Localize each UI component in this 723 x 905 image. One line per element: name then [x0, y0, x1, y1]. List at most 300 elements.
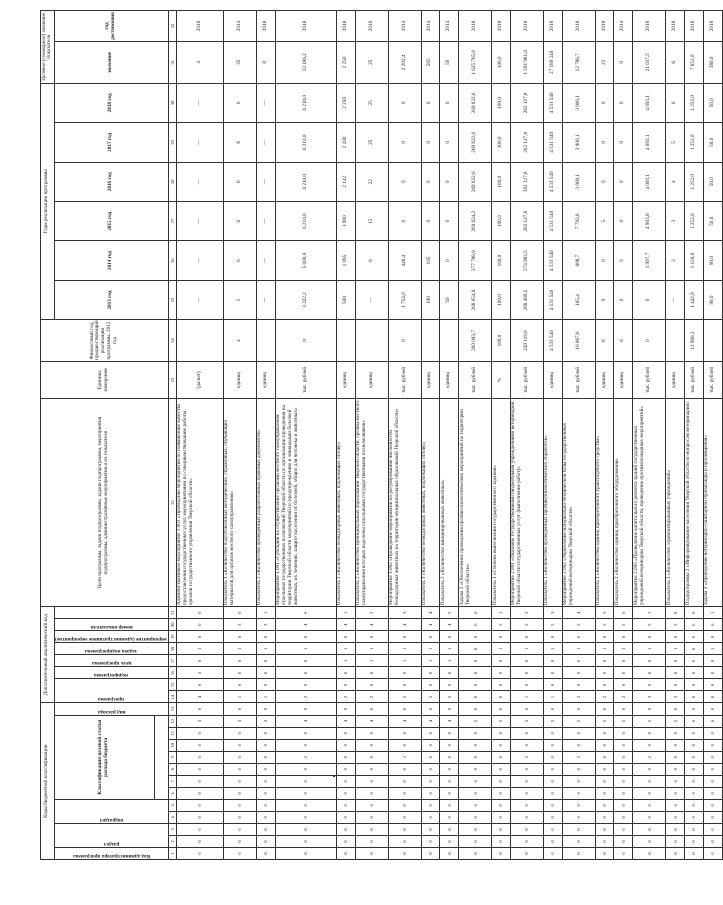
code-digit: 0 [355, 847, 388, 859]
code-digit: 0 [256, 703, 275, 715]
code-digit: 0 [543, 799, 562, 811]
row-title: Мероприятие 1.002 «Проведение мероприятий по регулированию численности безнадзорных животных на территории муниципальных образований Тверской области» [388, 399, 421, 607]
code-digit: 5 [388, 691, 421, 703]
column-number: 6 [168, 787, 176, 799]
code-digit: 0 [666, 727, 685, 739]
code-digit: 0 [355, 775, 388, 787]
code-digit: 0 [440, 775, 459, 787]
row-title: Мероприятие 2.001 «Оказание государственными бюджетными учреждениями ветеринарии Тверской области государственных услуг (выполнение работ)» [510, 399, 543, 607]
cell-v18: 25 [355, 83, 388, 123]
code-digit: 0 [614, 655, 633, 667]
code-digit: 0 [275, 823, 336, 835]
cell-v14: 1 997,7 [633, 241, 666, 280]
code-digit: 0 [703, 799, 722, 811]
column-number: 4 [168, 811, 176, 823]
code-digit: 0 [440, 799, 459, 811]
code-digit: 0 [492, 799, 511, 811]
cell-v13: 4 531 540 [543, 280, 562, 319]
cell-v16: — [256, 162, 275, 201]
code-digit: 0 [685, 679, 704, 691]
code-digit: 0 [275, 775, 336, 787]
code-digit: 1 [336, 643, 355, 655]
code-digit: 0 [510, 763, 543, 775]
code-digit: 0 [388, 847, 421, 859]
code-digit: 0 [256, 847, 275, 859]
code-digit: 0 [510, 667, 543, 679]
code-digit: 0 [492, 847, 511, 859]
cell-v16: 262 127,8 [510, 162, 543, 201]
code-digit: 0 [256, 667, 275, 679]
code-digit: 0 [666, 703, 685, 715]
code-digit: 0 [459, 799, 492, 811]
code-digit: 0 [562, 775, 595, 787]
code-digit: 0 [355, 823, 388, 835]
code-digit: 0 [633, 631, 666, 643]
cell-v16: 2 142 [336, 162, 355, 201]
code-digit: 0 [614, 763, 633, 775]
cell-unit: % [492, 361, 511, 398]
cell-total: 4 [176, 42, 223, 84]
code-digit: 0 [685, 823, 704, 835]
table-row [388, 11, 421, 860]
code-digit: 4 [562, 607, 595, 619]
cell-year: 2018 [510, 11, 543, 42]
cell-total: 6 [666, 42, 685, 84]
dept-code-header: Дополнительный аналитический код [41, 607, 55, 703]
cell-v14: 808,7 [562, 241, 595, 280]
code-digit: 0 [388, 739, 421, 751]
code-digit: 0 [666, 847, 685, 859]
cell-v14: — [176, 241, 223, 280]
table-row [562, 11, 595, 860]
cell-v15: — [256, 201, 275, 240]
code-digit: 5 [543, 619, 562, 631]
code-digit: 0 [510, 847, 543, 859]
cell-v14: 0 [440, 241, 459, 280]
cell-v14: 90,0 [703, 241, 722, 280]
code-digit: 0 [388, 667, 421, 679]
code-digit: 5 [562, 619, 595, 631]
code-digit: 0 [492, 727, 511, 739]
code-digit: 0 [223, 763, 256, 775]
code-digit: 0 [666, 763, 685, 775]
cell-v18: 0 [595, 83, 614, 123]
code-digit: 0 [614, 811, 633, 823]
cell-base: 8 [595, 320, 614, 362]
cell-unit: тыс. рублей [562, 361, 595, 398]
code-digit: 0 [459, 739, 492, 751]
code-digit: 0 [223, 823, 256, 835]
column-number: 3 [168, 823, 176, 835]
cell-total: 0 [614, 42, 633, 84]
code-digit: 0 [421, 703, 440, 715]
code-digit: 1 [223, 643, 256, 655]
code-digit: 0 [595, 847, 614, 859]
cell-v13: 100 [421, 280, 440, 319]
cell-total: 100,0 [492, 42, 511, 84]
code-digit: 0 [595, 799, 614, 811]
code-digit: 5 [440, 691, 459, 703]
code-digit: 0 [459, 655, 492, 667]
column-number: 26 [168, 241, 176, 280]
code-digit: 0 [275, 727, 336, 739]
code-digit: 5 [666, 619, 685, 631]
code-digit: 0 [666, 631, 685, 643]
cell-v16: 0 [421, 162, 440, 201]
table-row [275, 11, 336, 860]
code-digit: 0 [421, 787, 440, 799]
code-digit: 0 [440, 811, 459, 823]
cell-v14: 277 788,9 [459, 241, 492, 280]
cell-v17: 1 252,0 [685, 123, 704, 162]
code-digit: 0 [459, 811, 492, 823]
code-digit: 0 [543, 679, 562, 691]
cell-year: 2018 [685, 11, 704, 42]
cell-v17: 2 200 [336, 123, 355, 162]
cell-v15: 6 210,0 [275, 201, 336, 240]
code-digit: 0 [703, 703, 722, 715]
code-digit: 2 [355, 607, 388, 619]
table-row [355, 11, 388, 860]
indicator-code-header-2 [54, 607, 168, 619]
code-digit: 0 [595, 655, 614, 667]
row-title: Мероприятие 2.002 «Укрепление материально-технической базы государственных учреждений ветеринарии Тверской области» [562, 399, 595, 607]
cell-total: 2 202,4 [388, 42, 421, 84]
code-digit: 1 [336, 607, 355, 619]
code-digit: 0 [685, 739, 704, 751]
code-digit: 4 [421, 715, 440, 727]
code-digit: 0 [256, 787, 275, 799]
cell-total: 2 250 [336, 42, 355, 84]
code-digit: 0 [595, 763, 614, 775]
cell-v13: — [666, 280, 685, 319]
code-digit: 0 [223, 703, 256, 715]
code-digit: 0 [336, 835, 355, 847]
code-digit: 0 [421, 799, 440, 811]
column-number: 25 [168, 280, 176, 319]
code-digit: 8 [666, 607, 685, 619]
code-digit: 0 [595, 823, 614, 835]
cell-unit: единиц [256, 361, 275, 398]
cell-base: 100,0 [492, 320, 511, 362]
code-digit: 4 [336, 715, 355, 727]
code-digit: 0 [176, 787, 223, 799]
code-digit: 0 [336, 799, 355, 811]
cell-v17: 0 [614, 123, 633, 162]
cell-v17: 100,0 [492, 123, 511, 162]
cell-v13: 90,0 [703, 280, 722, 319]
cell-v16: 0 [388, 162, 421, 201]
code-digit: 0 [562, 703, 595, 715]
code-digit: 2 [336, 691, 355, 703]
code-digit: 4 [421, 619, 440, 631]
code-digit: 0 [223, 835, 256, 847]
code-digit: 0 [459, 727, 492, 739]
code-digit: 4 [388, 619, 421, 631]
code-digit: 0 [176, 607, 223, 619]
column-number: 14 [168, 691, 176, 703]
code-digit: 1 [595, 643, 614, 655]
code-digit: 0 [459, 763, 492, 775]
cell-v13: 268 489,5 [510, 280, 543, 319]
code-digit: 0 [176, 799, 223, 811]
code-digit: 0 [595, 631, 614, 643]
cell-year: 2014 [440, 11, 459, 42]
cell-v14: 0 [614, 241, 633, 280]
cell-v17: 262 127,8 [510, 123, 543, 162]
code-digit: 0 [275, 739, 336, 751]
code-digit: 0 [355, 739, 388, 751]
code-digit: 0 [510, 727, 543, 739]
code-digit: 0 [256, 727, 275, 739]
code-digit: 0 [685, 619, 704, 631]
cell-v17: 0 [388, 123, 421, 162]
year-2015-header: 2015 год [54, 201, 168, 240]
code-digit: 8 [562, 835, 595, 847]
code-digit: 4 [421, 607, 440, 619]
cell-v15: 4 903,6 [633, 201, 666, 240]
code-digit: 0 [223, 739, 256, 751]
column-number: 27 [168, 201, 176, 240]
column-number: 23 [168, 361, 176, 398]
code-digit: 0 [440, 847, 459, 859]
code-digit: 0 [510, 679, 543, 691]
code-digit: 0 [421, 679, 440, 691]
event-code-header: мероприятие (административное мероприятие) [54, 631, 168, 643]
cell-unit: единиц [336, 361, 355, 398]
cell-base [336, 320, 355, 362]
cell-v15: 1 252,0 [685, 201, 704, 240]
code-digit: 0 [336, 847, 355, 859]
table-row [685, 11, 704, 860]
code-digit: 4 [336, 619, 355, 631]
code-digit: 0 [614, 679, 633, 691]
expense-type-header: вид расхода [54, 703, 168, 715]
column-number: 5 [168, 799, 176, 811]
code-digit: 0 [510, 775, 543, 787]
code-digit: 8 [275, 835, 336, 847]
code-digit: 0 [666, 787, 685, 799]
code-digit: 5 [595, 607, 614, 619]
cell-unit: единиц [543, 361, 562, 398]
cell-total: 1 625 765,8 [459, 42, 492, 84]
program-code-header: программа [54, 679, 168, 703]
code-digit: 1 [388, 655, 421, 667]
code-digit: 0 [510, 811, 543, 823]
code-digit: 0 [440, 787, 459, 799]
code-digit: 0 [562, 799, 595, 811]
code-digit: 1 [421, 655, 440, 667]
code-digit: 6 [685, 715, 704, 727]
code-digit: 4 [440, 715, 459, 727]
code-digit: 2 [510, 751, 543, 763]
column-number: 11 [168, 727, 176, 739]
cell-v13: 0 [614, 280, 633, 319]
code-digit: 0 [336, 823, 355, 835]
goal-code-header: цель программы [54, 655, 168, 667]
code-digit: 0 [666, 811, 685, 823]
cell-total: 7 852,0 [685, 42, 704, 84]
code-digit: 0 [421, 823, 440, 835]
code-digit: 0 [275, 679, 336, 691]
code-digit: 0 [256, 751, 275, 763]
target-article-subcells [154, 715, 168, 799]
indicator-code-header: номер показателя [54, 619, 168, 631]
code-digit: 0 [459, 751, 492, 763]
code-digit: 0 [275, 655, 336, 667]
cell-unit: единиц [666, 361, 685, 398]
cell-v15: 100,0 [492, 201, 511, 240]
row-title: Мероприятие 2.003 «Проведение капитального ремонта зданий государственных учреждений ветеринарии Тверской области, проведение противопожарных мероприятий» [633, 399, 666, 607]
cell-v18: 6 [223, 83, 256, 123]
code-digit: 0 [492, 667, 511, 679]
cell-v17: 3 900,1 [562, 123, 595, 162]
code-digit: 0 [666, 835, 685, 847]
cell-v18: 2 250 [336, 83, 355, 123]
code-digit: 0 [440, 763, 459, 775]
code-digit: 2 [510, 607, 543, 619]
cell-v16: 0 [595, 162, 614, 201]
cell-v13: 50 [440, 280, 459, 319]
code-digit: 0 [492, 835, 511, 847]
table-row [421, 11, 440, 860]
code-digit: 5 [492, 715, 511, 727]
cell-v18: 0 [440, 83, 459, 123]
code-digit: 0 [703, 727, 722, 739]
column-number: 31 [168, 42, 176, 84]
code-digit: 0 [633, 703, 666, 715]
cell-v14: 4 531 540 [543, 241, 562, 280]
code-digit: 0 [703, 775, 722, 787]
cell-v14: 2 [666, 241, 685, 280]
code-digit: 0 [543, 847, 562, 859]
code-digit: 0 [176, 835, 223, 847]
code-digit: 0 [275, 763, 336, 775]
column-number: 10 [168, 739, 176, 751]
program-table [40, 10, 723, 860]
cell-year: 2014 [388, 11, 421, 42]
code-digit: 0 [421, 739, 440, 751]
year-2017-header: 2017 год [54, 123, 168, 162]
cell-v14: 448,4 [388, 241, 421, 280]
cell-v15: 262 127,8 [510, 201, 543, 240]
code-digit: 0 [614, 799, 633, 811]
table-row [666, 11, 685, 860]
code-digit: 0 [421, 763, 440, 775]
code-digit: 0 [223, 847, 256, 859]
code-digit: 0 [336, 727, 355, 739]
code-digit: 0 [256, 811, 275, 823]
cell-unit: тыс. рублей [703, 361, 722, 398]
task-code-header: задача подпрограммы [54, 643, 168, 655]
column-number: 1 [168, 847, 176, 859]
row-title: Показатель 2 «Количество единиц приобретенного оборудования» [614, 399, 633, 607]
code-digit: 1 [388, 643, 421, 655]
code-digit: 1 [562, 643, 595, 655]
code-digit: 0 [685, 631, 704, 643]
code-digit: 0 [633, 799, 666, 811]
cell-base: 12 960,2 [685, 320, 704, 362]
cell-v15: — [176, 201, 223, 240]
cell-unit: тыс. рублей [459, 361, 492, 398]
code-digit: 0 [388, 679, 421, 691]
code-digit: 0 [633, 847, 666, 859]
cell-total: 1 591 981,0 [510, 42, 543, 84]
code-digit: 0 [543, 763, 562, 775]
code-digit: 0 [595, 727, 614, 739]
code-digit: 5 [614, 715, 633, 727]
code-digit: 0 [562, 847, 595, 859]
code-digit: 0 [256, 823, 275, 835]
cell-base: 0 [275, 320, 336, 362]
code-digit: 2 [595, 691, 614, 703]
code-digit: 4 [355, 619, 388, 631]
code-digit: 0 [595, 679, 614, 691]
code-digit: 1 [440, 643, 459, 655]
cell-v18: 262 127,8 [510, 83, 543, 123]
code-digit: 0 [336, 811, 355, 823]
code-digit: 1 [256, 643, 275, 655]
cell-v15: 1 900 [336, 201, 355, 240]
column-number: 32 [168, 11, 176, 42]
cell-v14: 0 [595, 241, 614, 280]
code-digit: 0 [256, 739, 275, 751]
code-digit: 2 [562, 691, 595, 703]
code-digit: 0 [685, 763, 704, 775]
code-digit: 0 [633, 763, 666, 775]
code-digit: 0 [703, 739, 722, 751]
code-digit: 5 [595, 715, 614, 727]
code-digit: 1 [355, 655, 388, 667]
cell-v16: 3 900,1 [562, 162, 595, 201]
cell-unit: единиц [355, 361, 388, 398]
cell-v15: 7 792,8 [562, 201, 595, 240]
code-digit: 0 [543, 703, 562, 715]
code-digit: 0 [543, 739, 562, 751]
code-digit: 0 [666, 799, 685, 811]
column-number: 21 [168, 607, 176, 619]
code-digit: 5 [595, 619, 614, 631]
code-digit: 0 [614, 739, 633, 751]
cell-v14: 1 150,0 [685, 241, 704, 280]
code-digit: 0 [388, 811, 421, 823]
cell-unit: единиц [614, 361, 633, 398]
code-digit: 0 [336, 751, 355, 763]
target-value-header: Целевое (суммарное) значение показателя [41, 11, 55, 84]
code-digit: 0 [275, 607, 336, 619]
column-number: 13 [168, 703, 176, 715]
code-digit: 0 [633, 787, 666, 799]
code-digit: 2 [562, 751, 595, 763]
code-digit: 0 [685, 667, 704, 679]
cell-total: 380,0 [703, 42, 722, 84]
unit-column-header: Единица измерения [41, 361, 169, 398]
code-digit: 0 [614, 631, 633, 643]
code-digit: 0 [440, 751, 459, 763]
cell-base: 249 119,8 [510, 320, 543, 362]
code-digit: 3 [388, 607, 421, 619]
cell-v17: 0 [421, 123, 440, 162]
code-digit: 1 [176, 643, 223, 655]
code-digit: 0 [275, 703, 336, 715]
code-digit: 8 [510, 835, 543, 847]
code-digit: 0 [703, 787, 722, 799]
cell-v13: — [256, 280, 275, 319]
column-number: 15 [168, 679, 176, 691]
code-digit: 0 [595, 835, 614, 847]
cell-base: 0 [388, 320, 421, 362]
code-digit: 0 [388, 727, 421, 739]
